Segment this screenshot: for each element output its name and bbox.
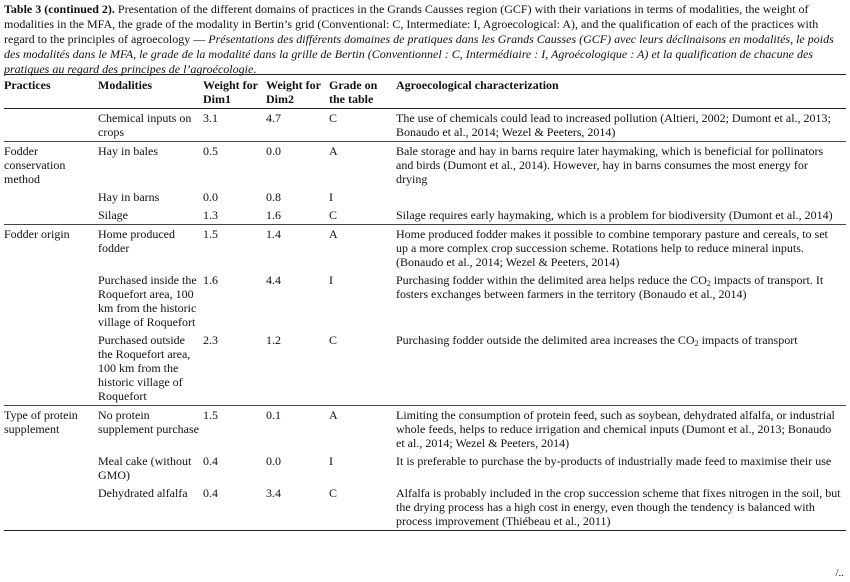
table-row [4,225,846,272]
cell-modality: Chemical inputs on crops [98,111,192,139]
cell-grade: C [329,111,338,125]
cell-weight-dim2: 4.4 [266,273,281,287]
characterization-text: Purchasing fodder within the delimited area helps reduce the CO [396,273,707,287]
cell-weight-dim1: 0.4 [203,454,218,468]
cell-modality: Purchased inside the Roquefort area, 100 km from the historic village of Roquefort [98,273,197,329]
cell-weight-dim2: 1.6 [266,208,281,222]
table-row [4,331,846,406]
cell-weight-dim2: 0.8 [266,190,281,204]
cell-practice [4,109,98,142]
cell-weight-dim1: 2.3 [203,333,218,347]
characterization-text: Purchasing fodder outside the delimited area increases the CO [396,333,695,347]
caption-end: . [253,62,257,76]
cell-modality: Home produced fodder [98,225,203,272]
cell-weight-dim2: 0.0 [266,142,329,189]
header-weight-dim2: Weight for Dim2 [266,75,329,109]
cell-grade: C [329,484,396,531]
header-characterization: Agroecological characterization [396,75,846,109]
table-row [4,452,846,484]
table-caption [4,2,846,77]
caption-text-fr: Présentations des différents domaines de pratiques dans les Grands Causses (GCF) avec leurs déclinaisons en modalités, le poids des modalités dans le MFA, le grade de la modalité dans la grille de Bertin (Conventionnel : C, Intermédiaire : I, Agroécologique : A) et la qualification de chacune des pratiques au regard des principes de l’agroécologie [4,32,834,76]
cell-practice [4,271,98,331]
cell-grade: I [329,273,333,287]
cell-modality: Purchased outside the Roquefort area, 100 km from the historic village of Roquefort [98,333,191,403]
cell-grade: C [329,333,338,347]
cell-modality: Meal cake (without GMO) [98,454,192,482]
characterization-text: impacts of transport [698,333,798,347]
caption-label: Table 3 (continued 2). [4,2,115,16]
cell-practice [4,206,98,225]
cell-grade: I [329,454,333,468]
header-grade: Grade on the table [329,75,396,109]
cell-weight-dim1: 1.5 [203,225,266,272]
cell-weight-dim2: 1.2 [266,333,281,347]
cell-practice [4,188,98,206]
cell-modality: Hay in bales [98,142,203,189]
cell-practice [4,331,98,406]
cell-weight-dim2: 1.4 [266,225,329,272]
cell-modality: Silage [98,208,128,222]
table-row [4,271,846,331]
cell-grade: A [329,142,396,189]
cell-characterization [396,188,846,206]
cell-practice: Fodder origin [4,225,98,272]
cell-weight-dim2: 3.4 [266,484,329,531]
cell-characterization: Bale storage and hay in barns require later haymaking, which is beneficial for pollinators and birds (Dumont et al., 2014). However, hay in barns consumes the most energy for drying [396,142,846,189]
cell-modality: Dehydrated alfalfa [98,484,203,531]
cell-grade: A [329,225,396,272]
header-modalities: Modalities [98,75,203,109]
cell-characterization: Home produced fodder makes it possible to combine temporary pasture and cereals, to set up a more complex crop succession scheme. Rotations help to reduce mineral inputs. (Bonaudo et al., 2014; Wezel & Peeters, 2014) [396,225,846,272]
caption-dash: — [190,32,209,46]
cell-characterization [396,271,846,331]
subscript: 2 [694,339,699,348]
table-row [4,484,846,531]
header-weight-dim1: Weight for Dim1 [203,75,266,109]
cell-practice [4,452,98,484]
table-row [4,142,846,189]
cell-characterization: Alfalfa is probably included in the crop succession scheme that fixes nitrogen in the soil, but the drying process has a high cost in energy, even though the tendency is balanced with process improvement (Thiébeau et al., 2011) [396,484,846,531]
cell-characterization: Silage requires early haymaking, which is a problem for biodiversity (Dumont et al., 2014) [396,208,833,222]
cell-characterization: It is preferable to purchase the by-products of industrially made feed to maximise their use [396,454,832,468]
table-row [4,206,846,225]
cell-weight-dim1: 1.6 [203,273,218,287]
cell-weight-dim1: 1.3 [203,208,218,222]
cell-grade: C [329,208,338,222]
practices-table [4,74,846,531]
cell-characterization [396,331,846,406]
cell-grade: A [329,406,396,453]
cell-weight-dim2: 0.0 [266,454,281,468]
cell-characterization: Limiting the consumption of protein feed, such as soybean, dehydrated alfalfa, or industrial whole feeds, helps to reduce irrigation and chemical inputs (Dumont et al., 2013; Bonaudo et al., 2014; Wezel & Peeters, 2014) [396,406,846,453]
cell-weight-dim1: 0.0 [203,190,218,204]
cell-modality: No protein supplement purchase [98,406,203,453]
cell-weight-dim1: 1.5 [203,406,266,453]
cell-practice: Type of protein supplement [4,406,98,453]
cell-weight-dim2: 4.7 [266,111,281,125]
table-row [4,188,846,206]
cell-grade: I [329,190,333,204]
table-row [4,406,846,453]
cell-weight-dim1: 0.5 [203,142,266,189]
cell-weight-dim1: 0.4 [203,484,266,531]
table-header-row [4,75,846,109]
cell-weight-dim1: 3.1 [203,111,218,125]
cell-practice: Fodder conservation method [4,142,98,189]
caption-text-en: Presentation of the different domains of practices in the Grands Causses region (GCF) with their variations in terms of modalities, the weight of modalities in the MFA, the grade of the modality in Bertin’s grid (Conventional: C, Intermediate: I, Agroecological: A), and the qualification of each of the practices with regard to the principles of agroecology [4,2,819,46]
header-practices: Practices [4,75,98,109]
continued-mark: /.. [835,567,844,579]
cell-characterization: The use of chemicals could lead to increased pollution (Altieri, 2002; Dumont et al., 2013; Bonaudo et al., 2014; Wezel & Peeters, 2014) [396,111,831,139]
cell-practice [4,484,98,531]
characterization-text: impacts of transport. It fosters exchanges between farmers in the territory (Bonaudo et al., 2014) [396,273,824,301]
table-row [4,109,846,142]
cell-modality: Hay in barns [98,190,160,204]
subscript: 2 [706,279,711,288]
cell-weight-dim2: 0.1 [266,406,329,453]
